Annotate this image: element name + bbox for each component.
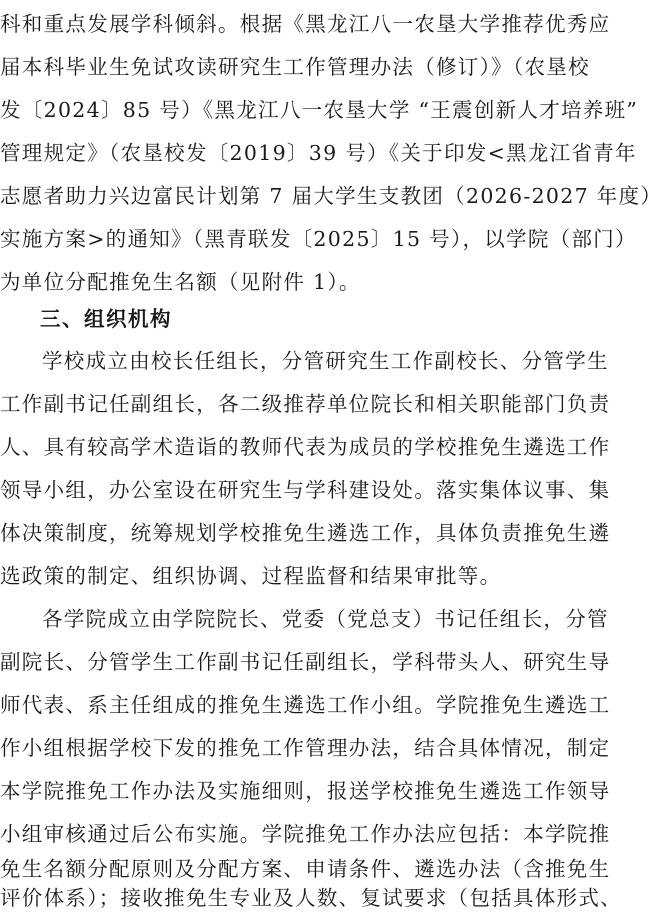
paragraph-2-line-2: 工作副书记任副组长，各二级推荐单位院长和相关职能部门负责 [0, 392, 611, 416]
paragraph-1-line-7: 为单位分配推免生名额（见附件 1）。 [0, 270, 361, 294]
paragraph-3-line-7: 免生名额分配原则及分配方案、申请条件、遴选办法（含推免生 [0, 857, 611, 881]
paragraph-3-line-5: 本学院推免工作办法及实施细则，报送学校推免生遴选工作领导 [0, 779, 611, 803]
paragraph-1-line-2: 届本科毕业生免试攻读研究生工作管理办法（修订）》（农垦校 [0, 55, 590, 79]
paragraph-2-line-5: 体决策制度，统筹规划学校推免生遴选工作，具体负责推免生遴 [0, 521, 611, 545]
paragraph-2-line-3: 人、具有较高学术造诣的教师代表为成员的学校推免生遴选工作 [0, 435, 611, 459]
paragraph-3-line-8: 评价体系）；接收推免生专业及人数、复试要求（包括具体形式、 [0, 886, 622, 910]
paragraph-2-line-4: 领导小组，办公室设在研究生与学科建设处。落实集体议事、集 [0, 478, 611, 502]
paragraph-1-line-6: 实施方案>的通知》（黑青联发〔2025〕15 号），以学院（部门） [0, 227, 637, 251]
paragraph-3-line-2: 副院长、分管学生工作副书记任副组长，学科带头人、研究生导 [0, 650, 611, 674]
paragraph-1-line-4: 管理规定》（农垦校发〔2019〕39 号）《关于印发<黑龙江省青年 [0, 141, 637, 165]
paragraph-3-line-3: 师代表、系主任组成的推免生遴选工作小组。学院推免生遴选工 [0, 693, 611, 717]
paragraph-1-line-1: 科和重点发展学科倾斜。根据《黑龙江八一农垦大学推荐优秀应 [0, 12, 611, 36]
paragraph-2-line-6: 选政策的制定、组织协调、过程监督和结果审批等。 [0, 564, 502, 588]
paragraph-3-line-1: 各学院成立由学院院长、党委（党总支）书记任组长，分管 [42, 607, 609, 631]
paragraph-3-line-6: 小组审核通过后公布实施。学院推免工作办法应包括：本学院推 [0, 822, 611, 846]
section-heading: 三、组织机构 [40, 307, 172, 331]
paragraph-1-line-5: 志愿者助力兴边富民计划第 7 届大学生支教团（2026-2027 年度） [0, 184, 662, 208]
paragraph-1-line-3: 发〔2024〕85 号）《黑龙江八一农垦大学 “王震创新人才培养班” [0, 98, 639, 122]
paragraph-2-line-1: 学校成立由校长任组长，分管研究生工作副校长、分管学生 [42, 349, 609, 373]
paragraph-3-line-4: 作小组根据学校下发的推免工作管理办法，结合具体情况，制定 [0, 736, 611, 760]
